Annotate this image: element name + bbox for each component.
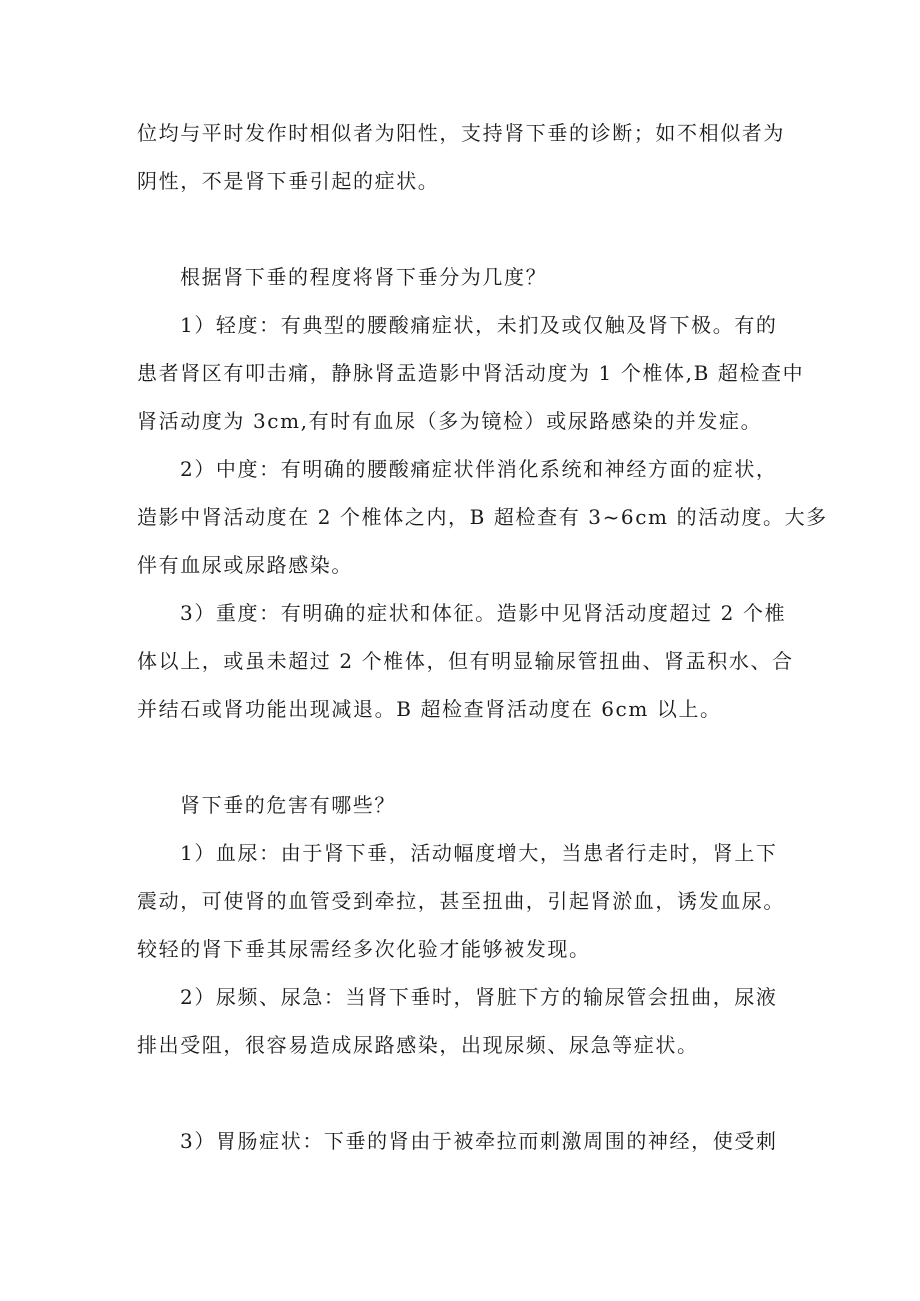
paragraph-line: 2）中度：有明确的腰酸痛症状伴消化系统和神经方面的症状， [180,457,778,481]
paragraph-line: 体以上，或虽未超过 2 个椎体，但有明显输尿管扭曲、肾盂积水、合 [137,649,794,673]
paragraph-line: 较轻的肾下垂其尿需经多次化验才能够被发现。 [137,937,591,961]
paragraph-line: 患者肾区有叩击痛，静脉肾盂造影中肾活动度为 1 个椎体,B 超检查中 [137,361,805,385]
section-heading: 根据肾下垂的程度将肾下垂分为几度？ [180,265,548,289]
paragraph-line: 2）尿频、尿急：当肾下垂时，肾脏下方的输尿管会扭曲，尿液 [180,985,778,1009]
paragraph-line: 排出受阻，很容易造成尿路感染，出现尿频、尿急等症状。 [137,1033,699,1057]
paragraph-line: 肾活动度为 3cm,有时有血尿（多为镜检）或尿路感染的并发症。 [137,409,763,433]
paragraph-line: 1）血尿：由于肾下垂，活动幅度增大，当患者行走时，肾上下 [180,841,778,865]
paragraph-line: 3）重度：有明确的症状和体征。造影中见肾活动度超过 2 个椎 [180,601,787,625]
paragraph-line: 3）胃肠症状：下垂的肾由于被牵拉而刺激周围的神经，使受刺 [180,1129,778,1153]
section-heading: 肾下垂的危害有哪些？ [180,793,396,817]
paragraph-line: 阴性，不是肾下垂引起的症状。 [137,169,440,193]
paragraph-line: 位均与平时发作时相似者为阳性，支持肾下垂的诊断；如不相似者为 [137,121,785,145]
paragraph-line: 并结石或肾功能出现减退。B 超检查肾活动度在 6cm 以上。 [137,697,722,721]
paragraph-line: 造影中肾活动度在 2 个椎体之内，B 超检查有 3~6cm 的活动度。大多 [137,505,828,529]
paragraph-line: 1）轻度：有典型的腰酸痛症状，未扪及或仅触及肾下极。有的 [180,313,778,337]
paragraph-line: 伴有血尿或尿路感染。 [137,553,353,577]
paragraph-line: 震动，可使肾的血管受到牵拉，甚至扭曲，引起肾淤血，诱发血尿。 [137,889,785,913]
